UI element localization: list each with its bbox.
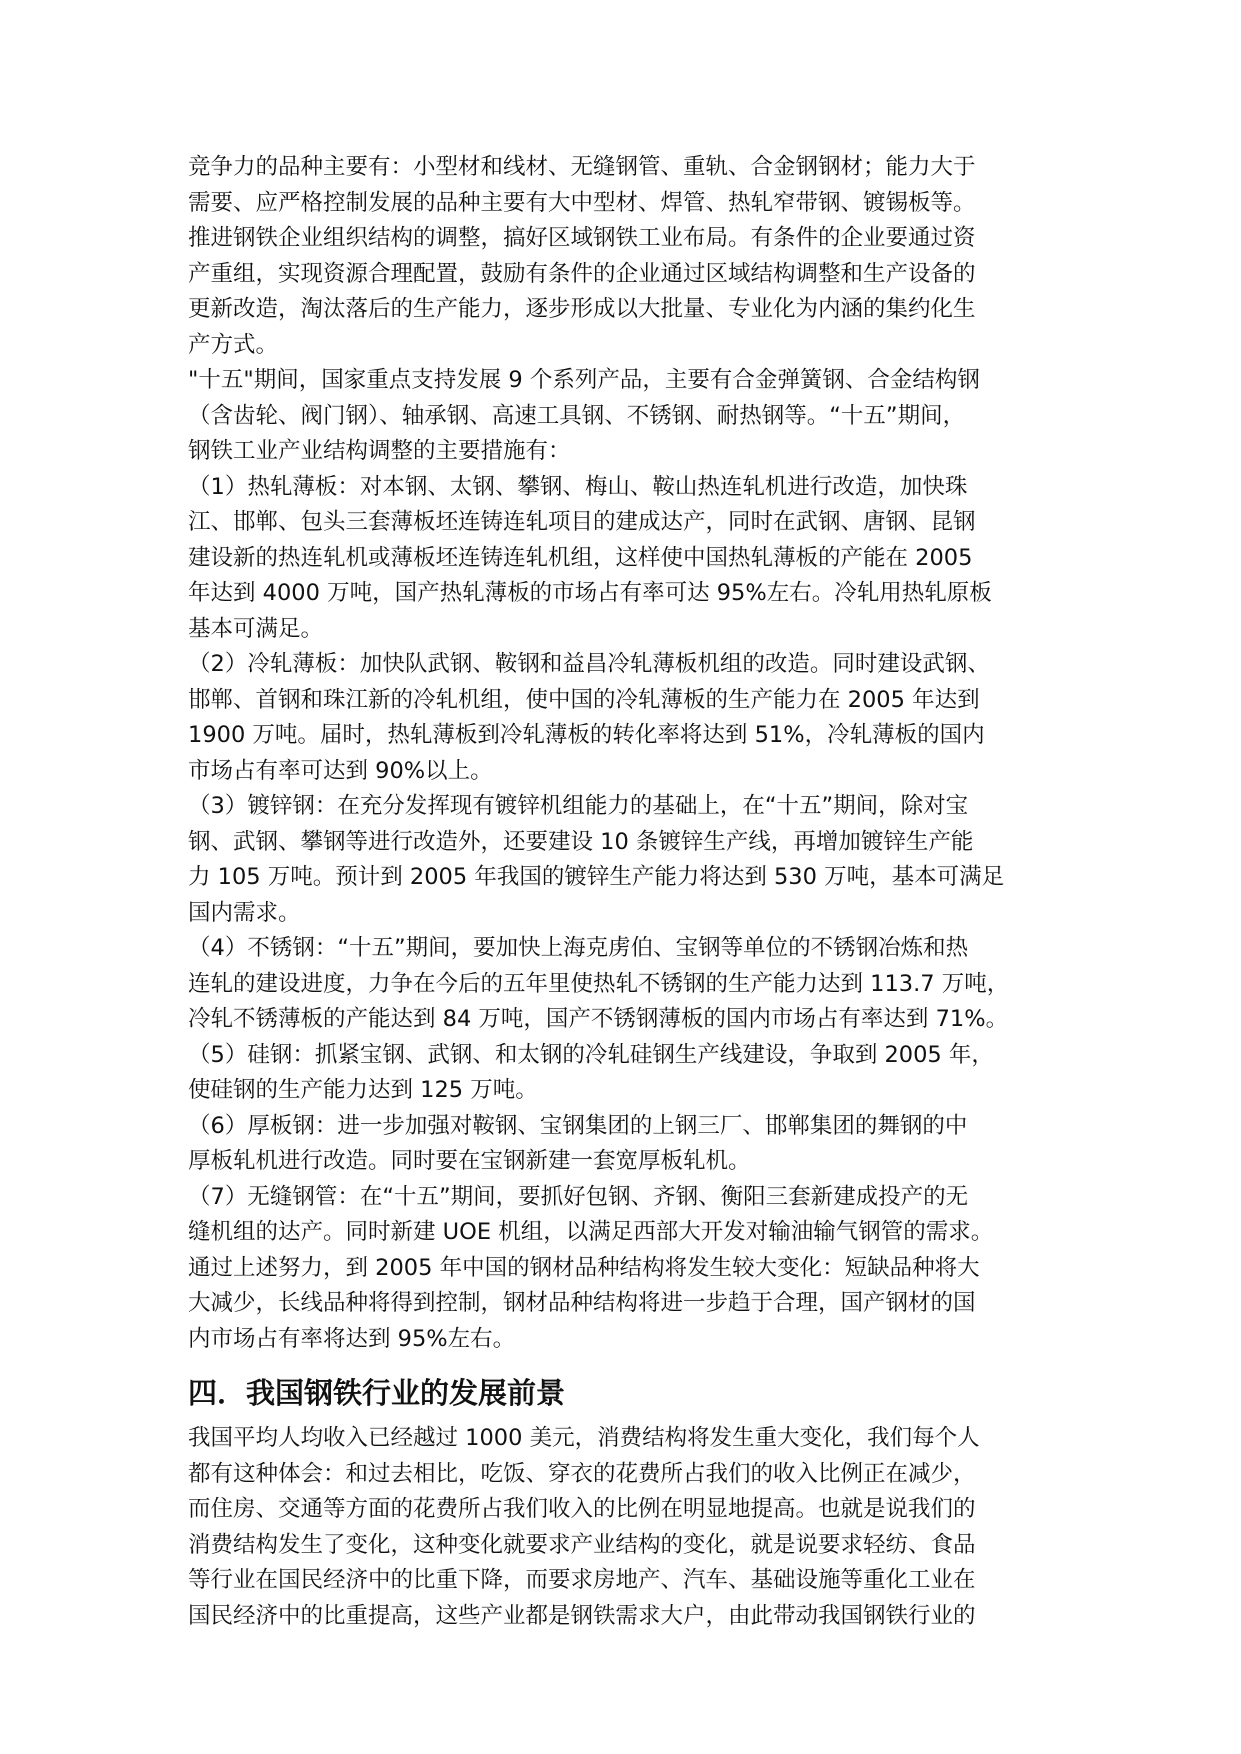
text-line: 更新改造，淘汰落后的生产能力，逐步形成以大批量、专业化为内涵的集约化生 (188, 296, 976, 322)
text-line: 建设新的热连轧机或薄板坯连铸连轧机组，这样使中国热轧薄板的产能在 2005 (188, 544, 973, 571)
text-line: 都有这种体会：和过去相比，吃饭、穿衣的花费所占我们的收入比例正在减少， (188, 1460, 976, 1487)
text-line: 推进钢铁企业组织结构的调整，搞好区域钢铁工业布局。有条件的企业要通过资 (188, 225, 976, 251)
text-line: 而住房、交通等方面的花费所占我们收入的比例在明显地提高。也就是说我们的 (188, 1496, 976, 1522)
text-line: 钢、武钢、攀钢等进行改造外，还要建设 10 条镀锌生产线，再增加镀锌生产能 (188, 828, 974, 855)
text-line: 产重组，实现资源合理配置，鼓励有条件的企业通过区域结构调整和生产设备的 (188, 260, 976, 287)
text-line: "十五"期间，国家重点支持发展 9 个系列产品，主要有合金弹簧钢、合金结构钢 (188, 367, 980, 393)
text-line: 竞争力的品种主要有：小型材和线材、无缝钢管、重轨、合金钢钢材；能力大于 (188, 154, 976, 180)
text-line: 大减少，长线品种将得到控制，钢材品种结构将进一步趋于合理，国产钢材的国 (188, 1290, 976, 1316)
section-body-steel-structure (188, 150, 1068, 1357)
text-line: 内市场占有率将达到 95%左右。 (188, 1325, 516, 1352)
text-line: 市场占有率可达到 90%以上。 (188, 757, 493, 784)
section-body-outlook (188, 1421, 1068, 1634)
document-page (188, 150, 1068, 1634)
text-line: 厚板轧机进行改造。同时要在宝钢新建一套宽厚板轧机。 (188, 1148, 751, 1174)
text-line: 连轧的建设进度，力争在今后的五年里使热轧不锈钢的生产能力达到 113.7 万吨， (188, 970, 1010, 997)
text-line: 邯郸、首钢和珠江新的冷轧机组，使中国的冷轧薄板的生产能力在 2005 年达到 (188, 686, 980, 713)
text-line: （5）硅钢：抓紧宝钢、武钢、和太钢的冷轧硅钢生产线建设，争取到 2005 年， (188, 1041, 994, 1068)
text-line: 等行业在国民经济中的比重下降，而要求房地产、汽车、基础设施等重化工业在 (188, 1567, 976, 1593)
text-line: （6）厚板钢：进一步加强对鞍钢、宝钢集团的上钢三厂、邯郸集团的舞钢的中 (188, 1112, 968, 1139)
text-line: 消费结构发生了变化，这种变化就要求产业结构的变化，就是说要求轻纺、食品 (188, 1531, 976, 1558)
text-line: （4）不锈钢：“十五”期间，要加快上海克虏伯、宝钢等单位的不锈钢冶炼和热 (188, 935, 969, 961)
text-line: 江、邯郸、包头三套薄板坯连铸连轧项目的建成达产，同时在武钢、唐钢、昆钢 (188, 509, 976, 535)
text-line: 缝机组的达产。同时新建 UOE 机组，以满足西部大开发对输油输气钢管的需求。 (188, 1219, 994, 1245)
text-line: 冷轧不锈薄板的产能达到 84 万吨，国产不锈钢薄板的国内市场占有率达到 71%。 (188, 1006, 1009, 1032)
text-line: 我国平均人均收入已经越过 1000 美元，消费结构将发生重大变化，我们每个人 (188, 1425, 980, 1451)
text-line: 通过上述努力，到 2005 年中国的钢材品种结构将发生较大变化：短缺品种将大 (188, 1254, 980, 1281)
text-line: 基本可满足。 (188, 615, 324, 642)
text-line: 力 105 万吨。预计到 2005 年我国的镀锌生产能力将达到 530 万吨，基本可满足 (188, 864, 1005, 890)
text-line: 国内需求。 (188, 899, 301, 926)
text-line: （3）镀锌钢：在充分发挥现有镀锌机组能力的基础上，在“十五”期间，除对宝 (188, 793, 969, 819)
text-line: 钢铁工业产业结构调整的主要措施有： (188, 438, 571, 464)
text-line: 使硅钢的生产能力达到 125 万吨。 (188, 1077, 538, 1103)
text-line: （含齿轮、阀门钢）、轴承钢、高速工具钢、不锈钢、耐热钢等。“十五”期间， (188, 402, 966, 429)
section-heading: 四．我国钢铁行业的发展前景 (188, 1376, 566, 1410)
text-line: 年达到 4000 万吨，国产热轧薄板的市场占有率可达 95%左右。冷轧用热轧原板 (188, 580, 992, 606)
text-line: 产方式。 (188, 331, 279, 358)
text-line: （1）热轧薄板：对本钢、太钢、攀钢、梅山、鞍山热连轧机进行改造，加快珠 (188, 473, 968, 500)
text-line: 国民经济中的比重提高，这些产业都是钢铁需求大户，由此带动我国钢铁行业的 (188, 1602, 976, 1629)
text-line: 需要、应严格控制发展的品种主要有大中型材、焊管、热轧窄带钢、镀锡板等。 (188, 189, 976, 216)
text-line: （2）冷轧薄板：加快队武钢、鞍钢和益昌冷轧薄板机组的改造。同时建设武钢、 (188, 651, 990, 677)
text-line: 1900 万吨。届时，热轧薄板到冷轧薄板的转化率将达到 51%，冷轧薄板的国内 (188, 722, 985, 748)
text-line: （7）无缝钢管：在“十五”期间，要抓好包钢、齐钢、衡阳三套新建成投产的无 (188, 1183, 969, 1210)
